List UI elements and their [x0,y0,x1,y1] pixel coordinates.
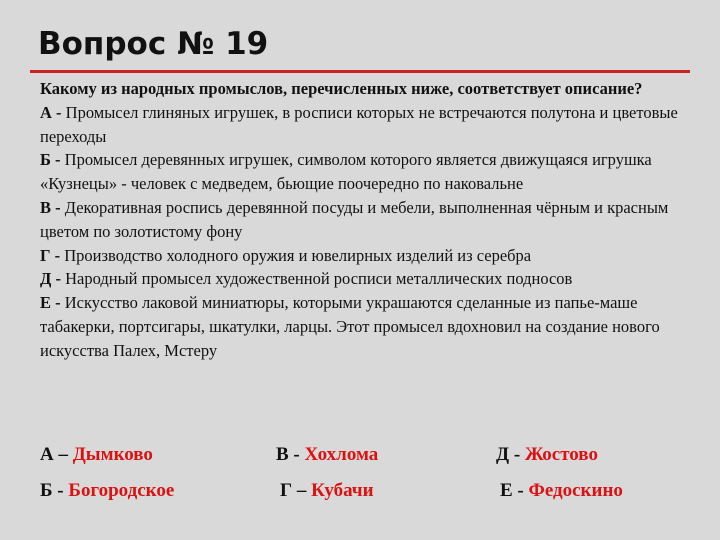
answer-d-prefix: Д - [496,444,525,465]
option-b-text: Промысел деревянных игрушек, символом которого является движущаяся игрушка «Кузнецы» - человек с медведем, бьющие поочередно по наковальне [40,150,652,194]
answer-v-value: Хохлома [304,444,379,465]
answer-a-prefix: А – [40,444,73,465]
option-v-letter: В [40,197,52,217]
option-a: А - Промысел глиняных игрушек, в росписи которых не встречаются полутона и цветовые переходы [40,102,678,146]
option-e: Е - Искусство лаковой миниатюры, которыми украшаются сделанные из папье-маше табакерки, портсигары, шкатулки, ларцы. Этот промысел вдохновил на создание нового искусства Палех, Мстеру [40,293,660,360]
answer-e [500,480,623,502]
answer-b [40,480,174,502]
option-g: Г - Производство холодного оружия и ювелирных изделий из серебра [40,245,532,265]
question-block [40,77,690,363]
option-v-text: Декоративная роспись деревянной посуды и мебели, выполненная чёрным и красным цветом по золотистому фону [40,197,669,241]
question-text: Какому из народных промыслов, перечисленных ниже, соответствует описание? [40,79,643,98]
answer-v [276,444,378,466]
answer-row [40,444,700,480]
option-d: Д - Народный промысел художественной росписи металлических подносов [40,269,573,289]
option-b-letter: Б [40,150,51,170]
option-e-letter: Е [40,293,52,313]
answer-d-value: Жостово [524,444,598,465]
answer-row [40,480,700,516]
option-b: Б - Промысел деревянных игрушек, символом которого является движущаяся игрушка «Кузнецы» - человек с медведем, бьющие поочередно по наковальне [40,150,652,194]
answer-e-value: Федоскино [528,480,623,501]
option-a-letter: А [40,102,52,122]
option-g-letter: Г [40,245,51,265]
answer-d [496,444,598,466]
answer-grid [40,444,700,516]
option-e-text: Искусство лаковой миниатюры, которыми украшаются сделанные из папье-маше табакерки, портсигары, шкатулки, ларцы. Этот промысел вдохновил на создание нового искусства Палех, Мстеру [40,293,660,360]
option-d-text: Народный промысел художественной росписи металлических подносов [65,269,573,289]
page-title: Вопрос № 19 [38,26,269,62]
option-a-text: Промысел глиняных игрушек, в росписи которых не встречаются полутона и цветовые переходы [40,102,678,146]
title-divider [30,70,690,73]
answer-e-prefix: Е - [500,480,529,501]
option-g-text: Производство холодного оружия и ювелирных изделий из серебра [64,245,532,265]
answer-g [280,480,374,502]
answer-b-prefix: Б - [40,480,69,501]
answer-a [40,444,153,466]
answer-v-prefix: В - [276,444,305,465]
answer-g-prefix: Г – [280,480,312,501]
answer-g-value: Кубачи [311,480,374,501]
option-v: В - Декоративная роспись деревянной посуды и мебели, выполненная чёрным и красным цветом по золотистому фону [40,197,669,241]
option-d-letter: Д [40,269,52,289]
answer-a-value: Дымково [72,444,153,465]
answer-b-value: Богородское [68,480,175,501]
